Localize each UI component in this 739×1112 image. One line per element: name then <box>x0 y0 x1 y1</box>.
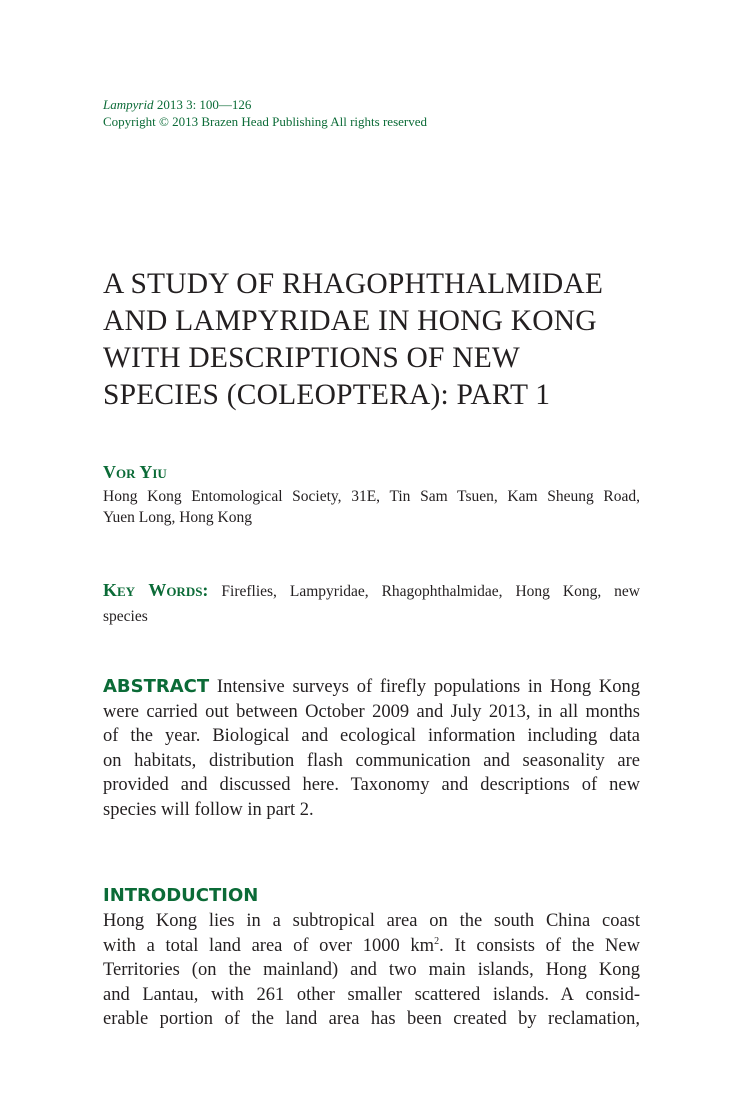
abstract-line: species will follow in part 2. <box>103 799 314 820</box>
keywords-text-cont: species <box>103 608 148 625</box>
title-line: A STUDY OF RHAGOPHTHALMIDAE <box>103 268 604 300</box>
copyright: Copyright © 2013 Brazen Head Publishing All rights reserved <box>103 114 427 129</box>
abstract-label: ABSTRACT <box>103 676 210 697</box>
intro-line <box>103 934 640 959</box>
abstract <box>103 675 640 823</box>
paper-title <box>103 266 640 414</box>
title-line: SPECIES (COLEOPTERA): PART 1 <box>103 379 551 411</box>
citation <box>103 96 640 113</box>
intro-line: erable portion of the land area has been created by reclamation, <box>103 1009 640 1030</box>
affiliation <box>103 486 640 528</box>
superscript: 2 <box>434 935 440 947</box>
intro-line-part: with a total land area of over 1000 km <box>103 935 435 956</box>
author-name: Vor Yiu <box>103 462 167 482</box>
abstract-line: of the year. Biological and ecological information including data <box>103 726 640 747</box>
volume-pages: 2013 3: 100—126 <box>153 97 252 112</box>
affiliation-line: Yuen Long, Hong Kong <box>103 509 252 526</box>
keywords <box>103 578 640 629</box>
abstract-line: on habitats, distribution flash communication and seasonality are <box>103 750 640 771</box>
introduction-text <box>103 909 640 1032</box>
journal-name: Lampyrid <box>103 97 154 112</box>
keywords-text: Fireflies, Lampyridae, Rhagophthalmidae, Hong Kong, new <box>221 583 640 600</box>
abstract-line: were carried out between October 2009 and July 2013, in all months <box>103 701 640 722</box>
title-line: AND LAMPYRIDAE IN HONG KONG <box>103 305 597 337</box>
introduction-heading: INTRODUCTION <box>103 885 259 906</box>
intro-line: Hong Kong lies in a subtropical area on the south China coast <box>103 911 640 931</box>
intro-line-part: . It consists of the New <box>439 935 640 956</box>
intro-line: and Lantau, with 261 other smaller scattered islands. A consid- <box>103 984 640 1005</box>
affiliation-line: Hong Kong Entomological Society, 31E, Tin Sam Tsuen, Kam Sheung Road, <box>103 488 640 505</box>
abstract-line: provided and discussed here. Taxonomy and descriptions of new <box>103 775 640 796</box>
journal-header <box>103 96 640 130</box>
keywords-label: Key Words: <box>103 580 209 600</box>
title-line: WITH DESCRIPTIONS OF NEW <box>103 342 520 374</box>
intro-line: Territories (on the mainland) and two main islands, Hong Kong <box>103 960 640 981</box>
abstract-line: Intensive surveys of firefly populations in Hong Kong <box>216 677 640 697</box>
